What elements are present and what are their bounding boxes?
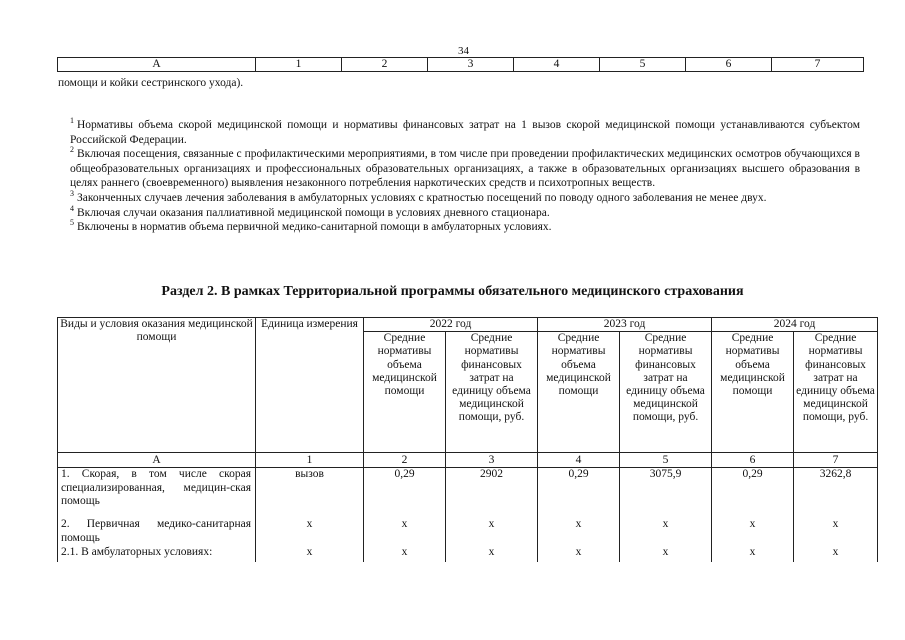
cell-cost-2023: х — [620, 546, 712, 562]
row-unit: вызов — [256, 468, 364, 519]
footnote-mark: 5 — [70, 218, 74, 228]
footnote-4 — [70, 203, 860, 221]
table-row — [58, 518, 878, 546]
footnote-5 — [70, 220, 860, 235]
footnote-2 — [70, 147, 860, 191]
cell-cost-2024: х — [794, 546, 878, 562]
footnote-text: Законченных случаев лечения заболевания в амбулаторных условиях с кратностью посещений по поводу одного заболевания не менее двух. — [77, 191, 767, 204]
header-year-2024: 2024 год — [712, 318, 878, 332]
cell-volume-2023: х — [538, 546, 620, 562]
header-unit: Единица измерения — [256, 318, 364, 453]
cell-cost-2022: х — [446, 518, 538, 546]
cell-volume-2022: х — [364, 518, 446, 546]
continued-table-header — [57, 57, 864, 72]
col-number: 3 — [446, 453, 538, 468]
cell-volume-2024: х — [712, 518, 794, 546]
col-header-5: 5 — [600, 58, 686, 72]
cell-cost-2022: 2902 — [446, 468, 538, 519]
col-number: 2 — [364, 453, 446, 468]
cell-cost-2024: 3262,8 — [794, 468, 878, 519]
header-cost-2022: Средние нормативы финансовых затрат на единицу объема медицинской помощи, руб. — [446, 332, 538, 453]
col-header-2: 2 — [342, 58, 428, 72]
norms-table — [57, 317, 878, 562]
continued-cell-text: помощи и койки сестринского ухода). — [58, 77, 244, 89]
col-header-4: 4 — [514, 58, 600, 72]
page-number: 34 — [458, 45, 469, 57]
header-volume-2023: Средние нормативы объема медицинской помощи — [538, 332, 620, 453]
cell-cost-2024: х — [794, 518, 878, 546]
row-label: 2. Первичная медико-санитарная помощь — [58, 518, 256, 546]
table-row — [58, 546, 878, 562]
header-cost-2024: Средние нормативы финансовых затрат на единицу объема медицинской помощи, руб. — [794, 332, 878, 453]
header-volume-2022: Средние нормативы объема медицинской помощи — [364, 332, 446, 453]
row-unit: х — [256, 546, 364, 562]
col-number: 6 — [712, 453, 794, 468]
column-number-row — [58, 453, 878, 468]
footnote-text: Включая посещения, связанные с профилактическими мероприятиями, в том числе при проведении профилактических медицинских осмотров обучающихся в общеобразовательных организациях и профессиональных образовательных организациях, а также в образовательных организациях высшего образования в целях раннего (своевременного) выявления незаконного потребления наркотических средств и психотропных веществ. — [70, 148, 860, 190]
section-title: Раздел 2. В рамках Территориальной программы обязательного медицинского страхования — [161, 284, 744, 299]
col-number: А — [58, 453, 256, 468]
cell-volume-2024: х — [712, 546, 794, 562]
cell-volume-2023: 0,29 — [538, 468, 620, 519]
cell-volume-2022: 0,29 — [364, 468, 446, 519]
footnote-text: Нормативы объема скорой медицинской помощи и нормативы финансовых затрат на 1 вызов скорой медицинской помощи устанавливаются субъектом Российской Федерации. — [70, 119, 860, 146]
cell-volume-2023: х — [538, 518, 620, 546]
col-header-a: А — [58, 58, 256, 72]
col-header-1: 1 — [256, 58, 342, 72]
col-number: 5 — [620, 453, 712, 468]
header-cost-2023: Средние нормативы финансовых затрат на единицу объема медицинской помощи, руб. — [620, 332, 712, 453]
col-number: 4 — [538, 453, 620, 468]
footnote-text: Включены в норматив объема первичной медико-санитарной помощи в амбулаторных условиях. — [77, 221, 552, 234]
cell-volume-2024: 0,29 — [712, 468, 794, 519]
footnote-3 — [70, 188, 860, 206]
cell-cost-2023: 3075,9 — [620, 468, 712, 519]
footnote-mark: 1 — [70, 116, 74, 125]
header-care-type: Виды и условия оказания медицинской помощи — [58, 318, 256, 453]
cell-cost-2022: х — [446, 546, 538, 562]
col-number: 7 — [794, 453, 878, 468]
table-row — [58, 468, 878, 519]
footnote-1 — [70, 118, 860, 147]
footnotes — [70, 118, 860, 235]
footnote-text: Включая случаи оказания паллиативной медицинской помощи в условиях дневного стационара. — [77, 206, 550, 219]
cell-volume-2022: х — [364, 546, 446, 562]
col-header-3: 3 — [428, 58, 514, 72]
row-label: 2.1. В амбулаторных условиях: — [58, 546, 256, 562]
col-header-6: 6 — [686, 58, 772, 72]
footnote-mark: 2 — [70, 145, 74, 155]
col-header-7: 7 — [772, 58, 864, 72]
row-label: 1. Скорая, в том числе скорая специализированная, медицин-ская помощь — [58, 468, 256, 519]
row-unit: х — [256, 518, 364, 546]
header-year-2022: 2022 год — [364, 318, 538, 332]
footnote-mark: 3 — [70, 188, 74, 198]
cell-cost-2023: х — [620, 518, 712, 546]
header-year-2023: 2023 год — [538, 318, 712, 332]
header-volume-2024: Средние нормативы объема медицинской помощи — [712, 332, 794, 453]
col-number: 1 — [256, 453, 364, 468]
footnote-mark: 4 — [70, 203, 74, 213]
